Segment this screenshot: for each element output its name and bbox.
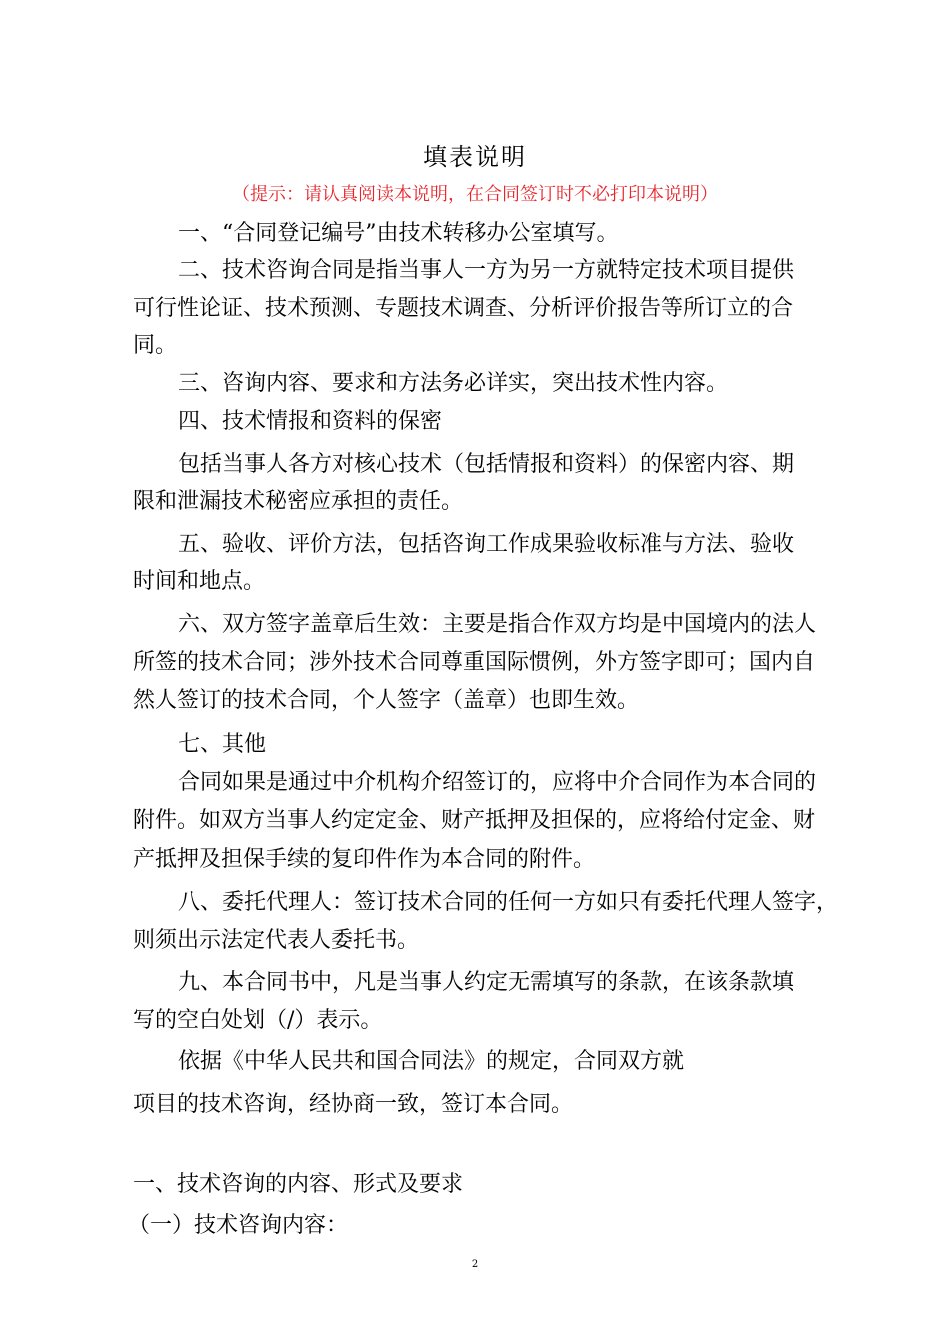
paragraph-line: 则须出示法定代表人委托书。 (133, 928, 420, 953)
paragraph-line: 一、“合同登记编号”由技术转移办公室填写。 (178, 221, 619, 246)
paragraph-line: 可行性论证、技术预测、专题技术调查、分析评价报告等所订立的合 (133, 296, 794, 321)
paragraph-line: 同。 (133, 333, 178, 358)
paragraph-line: 五、验收、评价方法，包括咨询工作成果验收标准与方法、验收 (178, 532, 795, 557)
paragraph-line: 限和泄漏技术秘密应承担的责任。 (133, 489, 464, 514)
paragraph-line: 六、双方签字盖章后生效：主要是指合作双方均是中国境内的法人 (178, 612, 817, 637)
page-title: 填表说明 (423, 143, 527, 171)
paragraph-line: 写的空白处划（/）表示。 (133, 1008, 383, 1033)
page-number: 2 (471, 1259, 479, 1270)
red-notice: （提示：请认真阅读本说明，在合同签订时不必打印本说明） (232, 184, 718, 205)
paragraph-line: 合同如果是通过中介机构介绍签订的，应将中介合同作为本合同的 (178, 770, 817, 795)
paragraph-line: 项目的技术咨询，经协商一致，签订本合同。 (133, 1092, 574, 1117)
paragraph-line: 然人签订的技术合同，个人签字（盖章）也即生效。 (133, 688, 640, 713)
paragraph-line: 七、其他 (178, 732, 267, 757)
paragraph-line: 四、技术情报和资料的保密 (178, 409, 443, 434)
paragraph-line: 所签的技术合同；涉外技术合同尊重国际惯例，外方签字即可；国内自 (133, 650, 816, 675)
paragraph-line: 九、本合同书中，凡是当事人约定无需填写的条款，在该条款填 (178, 970, 795, 995)
paragraph-line: 附件。如双方当事人约定定金、财产抵押及担保的，应将给付定金、财 (133, 808, 816, 833)
paragraph-line: 产抵押及担保手续的复印件作为本合同的附件。 (133, 847, 596, 872)
paragraph-line: 时间和地点。 (133, 569, 266, 594)
paragraph-line: 三、咨询内容、要求和方法务必详实，突出技术性内容。 (178, 371, 729, 396)
paragraph-line: 二、技术咨询合同是指当事人一方为另一方就特定技术项目提供 (178, 258, 795, 283)
paragraph-line: 依据《中华人民共和国合同法》的规定，合同双方就 (178, 1049, 685, 1074)
paragraph-line: 包括当事人各方对核心技术（包括情报和资料）的保密内容、期 (178, 452, 795, 477)
subsection-heading: （一）技术咨询内容： (128, 1213, 349, 1238)
section-heading: 一、技术咨询的内容、形式及要求 (133, 1172, 464, 1197)
paragraph-line: 八、委托代理人：签订技术合同的任何一方如只有委托代理人签字， (178, 890, 839, 915)
